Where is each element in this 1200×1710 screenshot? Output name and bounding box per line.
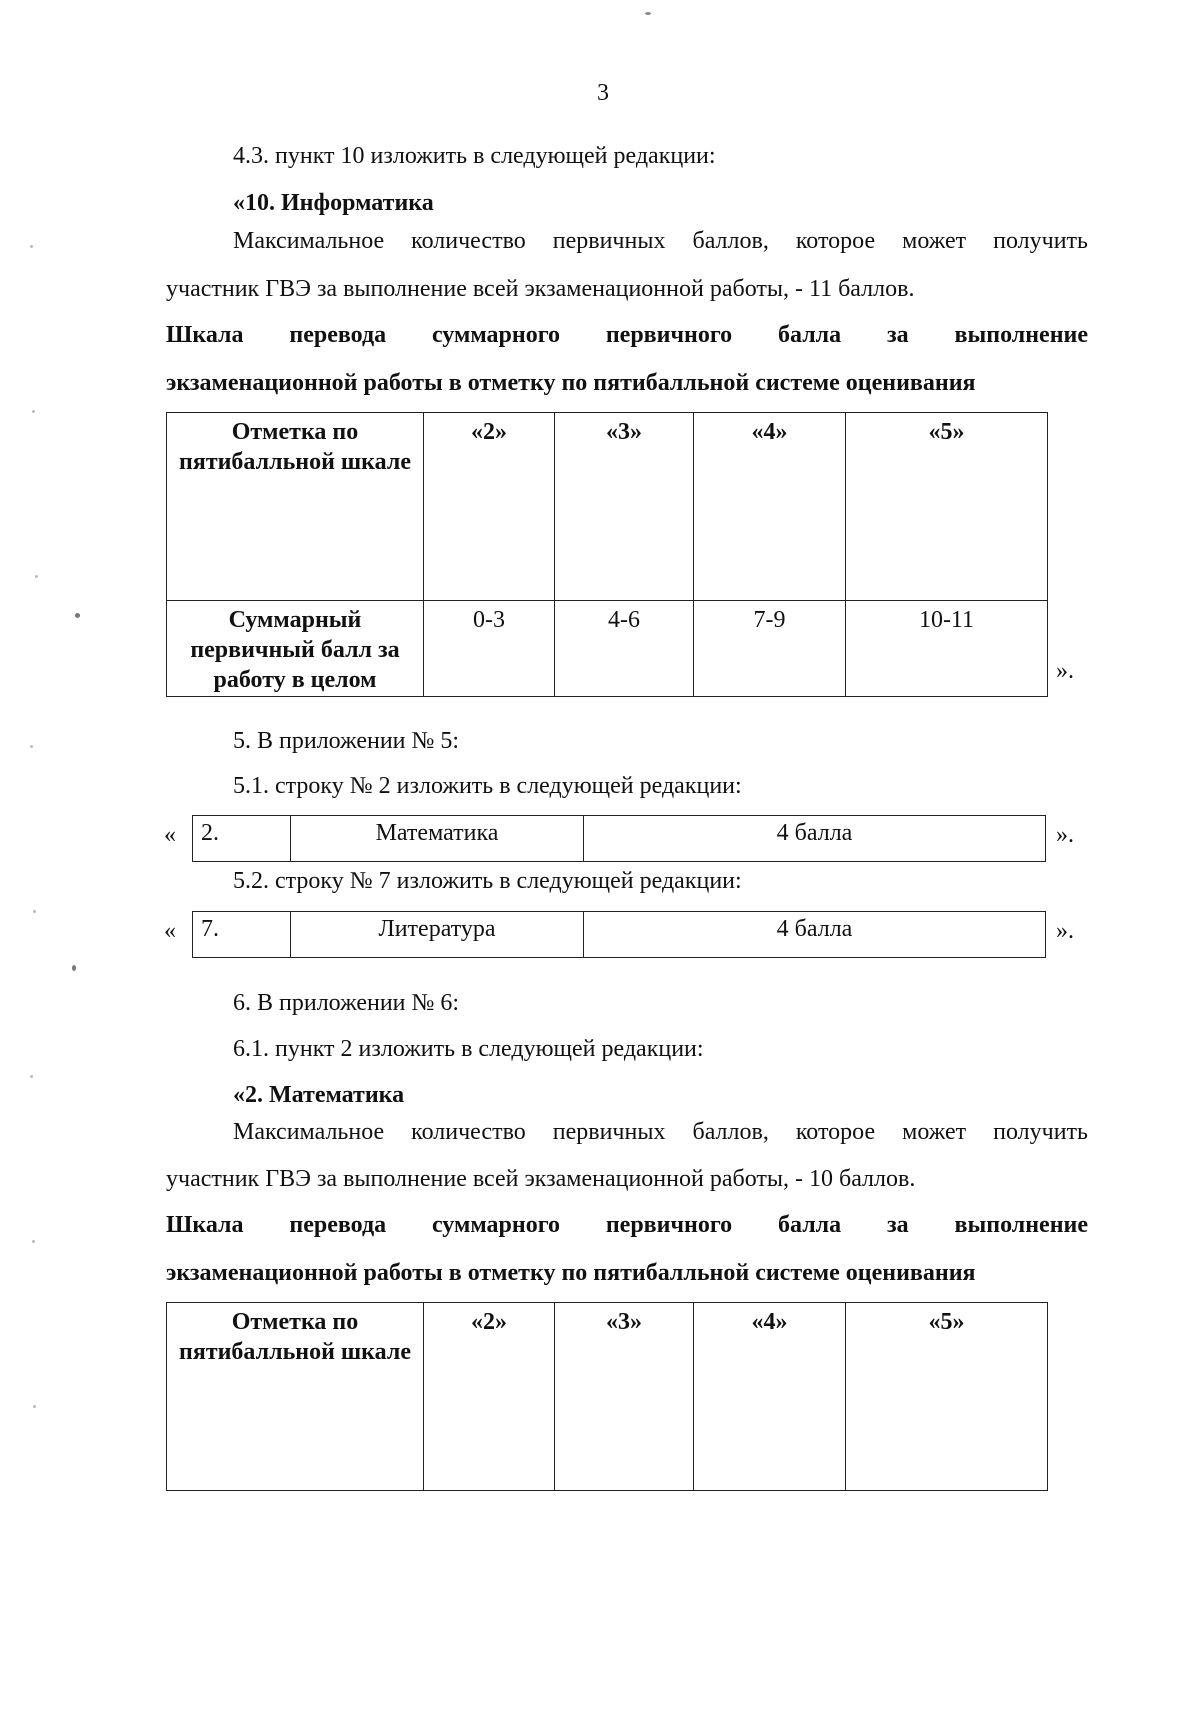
grade-cell: «2» <box>424 1303 555 1491</box>
section-4-3-intro: 4.3. пункт 10 изложить в следующей редакции: <box>233 143 716 169</box>
section-6-scale-line1: Шкала перевода суммарного первичного балла за выполнение <box>166 1212 1088 1238</box>
table-row <box>167 413 1048 601</box>
open-quote: « <box>164 822 176 848</box>
scan-speck <box>72 965 76 971</box>
section-5-1-text: 5.1. строку № 2 изложить в следующей редакции: <box>233 773 742 799</box>
row-number: 7. <box>193 912 291 958</box>
section-6-heading: «2. Математика <box>233 1082 405 1108</box>
score-label-cell: Суммарный первичный балл за работу в целом <box>167 601 424 697</box>
grade-cell: «3» <box>555 1303 694 1491</box>
scan-speck <box>645 12 651 15</box>
scan-speck <box>35 575 38 578</box>
grading-table-informatics <box>166 412 1048 697</box>
section-4-3-heading: «10. Информатика <box>233 190 434 216</box>
close-quote: ». <box>1056 918 1074 944</box>
subject-name: Математика <box>291 816 584 862</box>
grading-table-math <box>166 1302 1048 1491</box>
score-cell: 7-9 <box>694 601 846 697</box>
section-6-1-text: 6.1. пункт 2 изложить в следующей редакции: <box>233 1036 704 1062</box>
grade-cell: «5» <box>846 413 1048 601</box>
section-6-scale-line2: экзаменационной работы в отметку по пятибалльной системе оценивания <box>166 1260 976 1286</box>
section-4-3-para-line1 <box>233 226 1088 256</box>
table-row <box>167 601 1048 697</box>
grade-cell: «2» <box>424 413 555 601</box>
score-cell: 10-11 <box>846 601 1048 697</box>
section-6-intro: 6. В приложении № 6: <box>233 990 460 1016</box>
close-quote: ». <box>1056 822 1074 848</box>
section-5-intro: 5. В приложении № 5: <box>233 728 460 754</box>
section-4-3-para-line2: участник ГВЭ за выполнение всей экзаменационной работы, - 11 баллов. <box>166 276 915 302</box>
grade-label-cell: Отметка по пятибалльной шкале <box>167 1303 424 1491</box>
score-cell: 4-6 <box>555 601 694 697</box>
scan-speck <box>30 745 33 748</box>
subject-points: 4 балла <box>584 912 1046 958</box>
section-6-para-line1: Максимальное количество первичных баллов, которое может получить <box>233 1119 1088 1145</box>
scan-speck <box>32 1240 35 1243</box>
closing-quote: ». <box>1056 658 1074 684</box>
scan-speck <box>32 410 35 413</box>
table-row <box>193 816 1046 862</box>
table-row <box>167 1303 1048 1491</box>
table-row <box>193 912 1046 958</box>
grade-cell: «4» <box>694 413 846 601</box>
scan-speck <box>33 1405 36 1408</box>
row-number: 2. <box>193 816 291 862</box>
scan-speck <box>33 910 36 913</box>
grade-cell: «3» <box>555 413 694 601</box>
section-5-2-text: 5.2. строку № 7 изложить в следующей редакции: <box>233 868 742 894</box>
scan-speck <box>75 613 80 618</box>
section-4-3-scale-line2: экзаменационной работы в отметку по пятибалльной системе оценивания <box>166 370 976 396</box>
subject-row-math <box>192 815 1046 862</box>
page-number: 3 <box>597 80 609 106</box>
scan-speck <box>30 1075 33 1078</box>
score-cell: 0-3 <box>424 601 555 697</box>
open-quote: « <box>164 918 176 944</box>
grade-cell: «4» <box>694 1303 846 1491</box>
subject-points: 4 балла <box>584 816 1046 862</box>
para-text: Максимальное количество первичных баллов, которое может получить <box>233 228 1088 254</box>
scan-speck <box>30 245 33 248</box>
grade-label-cell: Отметка по пятибалльной шкале <box>167 413 424 601</box>
section-4-3-scale-line1: Шкала перевода суммарного первичного балла за выполнение <box>166 322 1088 348</box>
subject-name: Литература <box>291 912 584 958</box>
grade-cell: «5» <box>846 1303 1048 1491</box>
section-6-para-line2: участник ГВЭ за выполнение всей экзаменационной работы, - 10 баллов. <box>166 1166 916 1192</box>
subject-row-literature <box>192 911 1046 958</box>
